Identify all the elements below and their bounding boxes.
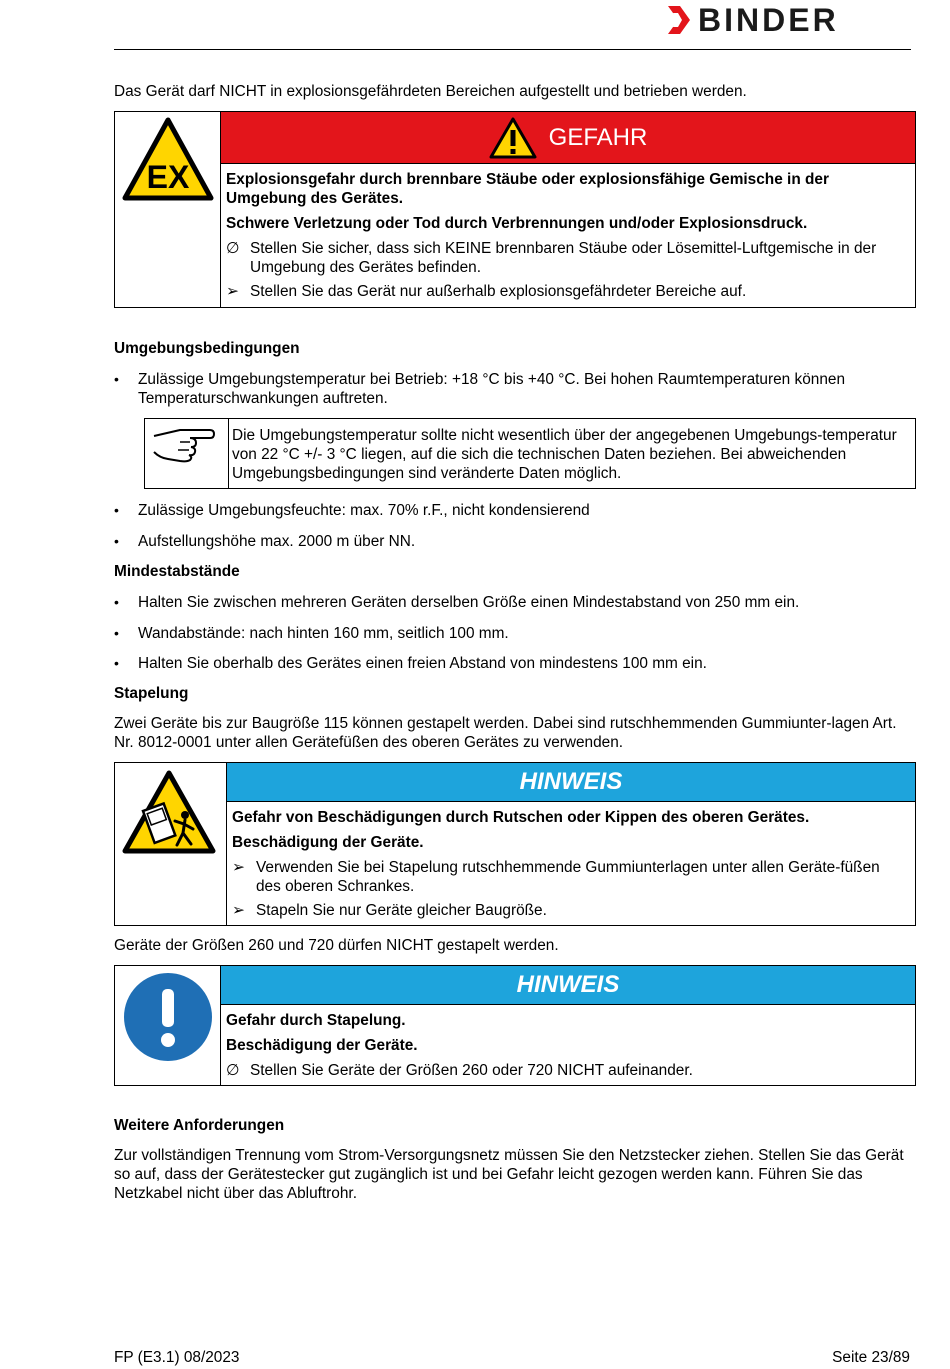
footer-doc-id: FP (E3.1) 08/2023: [114, 1349, 240, 1366]
notice-heading-1: Gefahr durch Stapelung.: [226, 1012, 406, 1029]
notice-signal-word: HINWEIS: [519, 768, 623, 795]
brand-logo: [666, 4, 911, 36]
notice-heading-2: Beschädigung der Geräte.: [232, 834, 424, 851]
notice-signal-bar: [221, 966, 915, 1005]
header-divider: [114, 49, 911, 50]
mandatory-exclamation-icon: [120, 969, 216, 1065]
notice-item: [226, 1061, 906, 1080]
bullet-item: • Zulässige Umgebungstemperatur bei Betrieb: +18 °C bis +40 °C. Bei hohen Raumtemperaturen können Temperaturschwankungen auftreten.: [114, 370, 914, 408]
intro-text: Das Gerät darf NICHT in explosionsgefährdeten Bereichen aufgestellt und betrieben werden.: [114, 83, 747, 100]
note-text: Die Umgebungstemperatur sollte nicht wesentlich über der angegebenen Umgebungs-temperatur von 22 °C +/- 3 °C liegen, auf die sich die technischen Daten beziehen. Bei abweichenden Umgebungsbedingungen sind veränderte Daten möglich.: [232, 427, 897, 482]
stapelung-text-2: Geräte der Größen 260 und 720 dürfen NICHT gestapelt werden.: [114, 937, 559, 954]
binder-logo-icon: [666, 4, 692, 36]
notice-heading-2: Beschädigung der Geräte.: [226, 1037, 418, 1054]
danger-heading-1: Explosionsgefahr durch brennbare Stäube oder explosionsfähige Gemische in der Umgebung des Gerätes.: [226, 171, 829, 207]
danger-item: [226, 239, 906, 277]
svg-text:EX: EX: [146, 159, 190, 195]
arrow-marker: ➢: [232, 902, 245, 919]
warning-triangle-icon: [489, 117, 537, 159]
pointing-hand-icon: [150, 422, 220, 464]
bullet-item: • Zulässige Umgebungsfeuchte: max. 70% r.F., nicht kondensierend: [114, 502, 590, 519]
note-box: [144, 418, 916, 489]
notice-item: [232, 901, 907, 920]
notice-box-1: [114, 762, 916, 926]
bullet-text: Aufstellungshöhe max. 2000 m über NN.: [138, 533, 416, 550]
notice-item-text: Stapeln Sie nur Geräte gleicher Baugröße.: [256, 902, 547, 919]
danger-item-text: Stellen Sie das Gerät nur außerhalb explosionsgefährdeter Bereiche auf.: [250, 283, 747, 300]
weitere-text: Zur vollständigen Trennung vom Strom-Versorgungsnetz müssen Sie den Netzstecker ziehen. Stellen Sie das Gerät so auf, dass der Gerätestecker gut zugänglich ist und bei Gefahr leicht gezogen werden kann. Führen Sie das Netzkabel nicht über das Abluftrohr.: [114, 1147, 904, 1202]
notice-item: [232, 858, 907, 896]
bullet-item: • Wandabstände: nach hinten 160 mm, seitlich 100 mm.: [114, 625, 509, 642]
section-title-umgebung: Umgebungsbedingungen: [114, 340, 300, 357]
danger-heading-2: Schwere Verletzung oder Tod durch Verbrennungen und/oder Explosionsdruck.: [226, 215, 808, 232]
danger-box: [114, 111, 916, 308]
bullet-text: Halten Sie oberhalb des Gerätes einen freien Abstand von mindestens 100 mm ein.: [138, 655, 707, 672]
stapelung-text: Zwei Geräte bis zur Baugröße 115 können gestapelt werden. Dabei sind rutschhemmenden Gummiunter-lagen Art. Nr. 8012-0001 unter allen Gerätefüßen des oberen Gerätes zu verwenden.: [114, 715, 897, 751]
footer-page-number: Seite 23/89: [832, 1349, 910, 1366]
brand-name: BINDER: [698, 2, 839, 38]
notice-box-2: [114, 965, 916, 1086]
danger-item: [226, 282, 906, 301]
section-title-weitere: Weitere Anforderungen: [114, 1117, 285, 1134]
prohibition-marker: ∅: [226, 240, 240, 257]
section-title-abstaende: Mindestabstände: [114, 563, 240, 580]
danger-signal-word: GEFAHR: [548, 123, 648, 151]
danger-signal-bar: [221, 112, 915, 164]
arrow-marker: ➢: [226, 283, 239, 300]
bullet-item: • Halten Sie zwischen mehreren Geräten derselben Größe einen Mindestabstand von 250 mm ein.: [114, 594, 800, 611]
section-title-stapelung: Stapelung: [114, 685, 189, 702]
bullet-item: • Aufstellungshöhe max. 2000 m über NN.: [114, 533, 416, 550]
arrow-marker: ➢: [232, 859, 245, 876]
notice-signal-bar: [227, 763, 915, 802]
bullet-text: Wandabstände: nach hinten 160 mm, seitlich 100 mm.: [138, 625, 509, 642]
bullet-text: Halten Sie zwischen mehreren Geräten derselben Größe einen Mindestabstand von 250 mm ein.: [138, 594, 800, 611]
prohibition-marker: ∅: [226, 1062, 240, 1079]
ex-warning-icon: [121, 116, 215, 202]
bullet-item: • Halten Sie oberhalb des Gerätes einen freien Abstand von mindestens 100 mm ein.: [114, 655, 707, 672]
notice-item-text: Stellen Sie Geräte der Größen 260 oder 720 NICHT aufeinander.: [250, 1062, 693, 1079]
notice-heading-1: Gefahr von Beschädigungen durch Rutschen oder Kippen des oberen Gerätes.: [232, 809, 810, 826]
notice-item-text: Verwenden Sie bei Stapelung rutschhemmende Gummiunterlagen unter allen Geräte-füßen des oberen Schrankes.: [256, 859, 880, 895]
bullet-text: Zulässige Umgebungsfeuchte: max. 70% r.F., nicht kondensierend: [138, 502, 590, 519]
tipping-hazard-icon: [121, 769, 217, 855]
bullet-text: Zulässige Umgebungstemperatur bei Betrieb: +18 °C bis +40 °C. Bei hohen Raumtemperaturen können Temperaturschwankungen auftreten.: [138, 371, 845, 407]
danger-item-text: Stellen Sie sicher, dass sich KEINE brennbaren Stäube oder Lösemittel-Luftgemische in der Umgebung des Gerätes befinden.: [250, 240, 877, 276]
notice-signal-word: HINWEIS: [516, 971, 620, 998]
